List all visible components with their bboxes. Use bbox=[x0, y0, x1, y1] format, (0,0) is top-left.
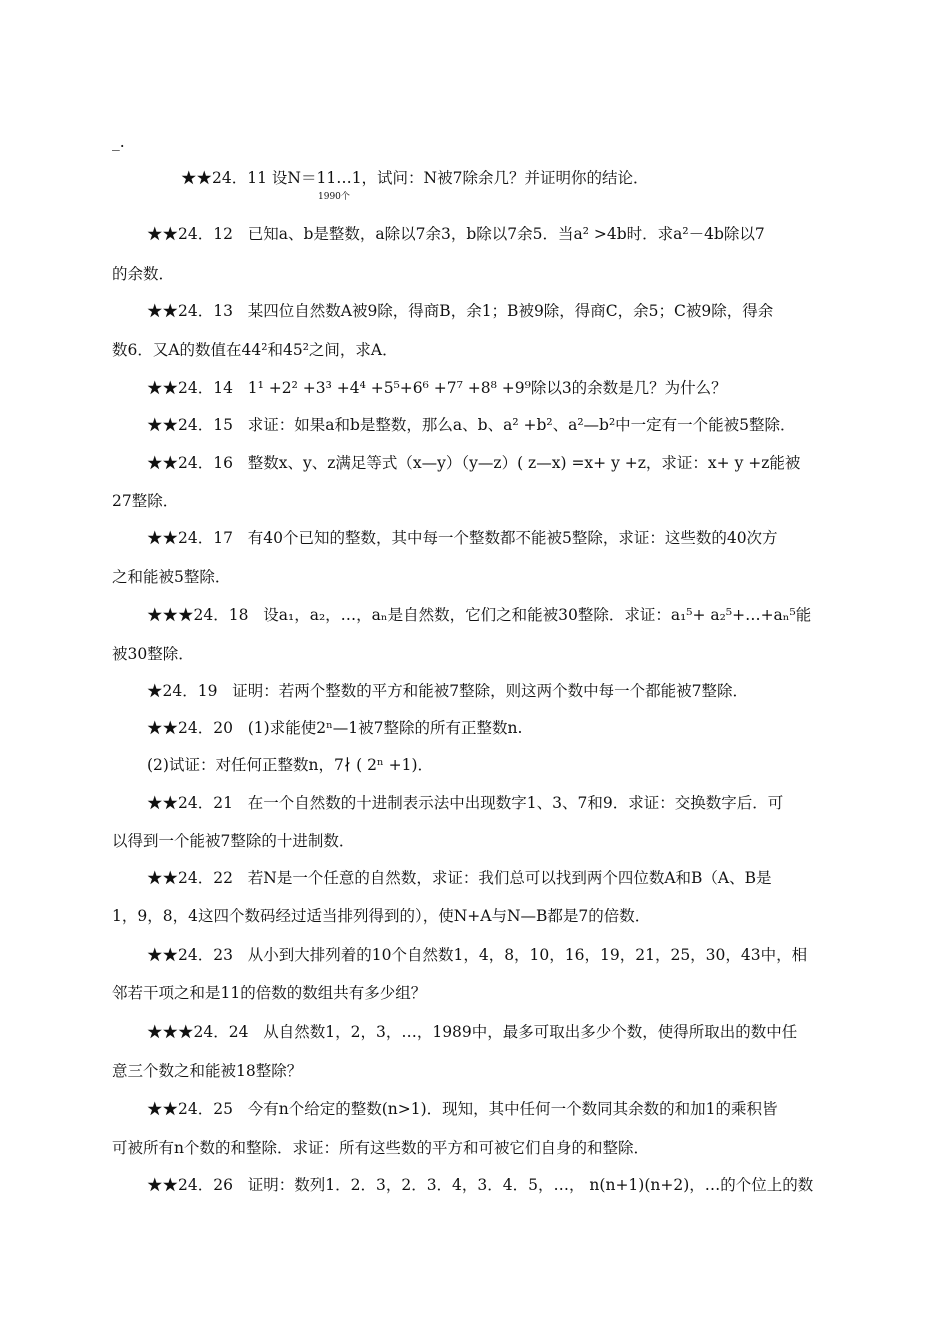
problem-24-13-cont: 数6．又A的数值在44²和45²之间，求A． bbox=[112, 341, 398, 359]
problem-24-24 bbox=[147, 1022, 797, 1042]
difficulty-stars: ★★ bbox=[147, 416, 179, 434]
problem-24-16-cont: 27整除． bbox=[112, 492, 179, 510]
problem-text: 证明：若两个整数的平方和能被7整除，则这两个数中每一个都能被7整除． bbox=[232, 682, 748, 700]
problem-text: 1¹ +2² +3³ +4⁴ +5⁵+6⁶ +7⁷ +8⁸ +9⁹除以3的余数是几？为什么？ bbox=[247, 379, 727, 397]
problem-text: 在一个自然数的十进制表示法中出现数字1、3、7和9．求证：交换数字后．可 bbox=[247, 794, 784, 812]
difficulty-stars: ★★ bbox=[147, 225, 179, 243]
problem-24-18 bbox=[147, 605, 811, 625]
problem-24-22-cont: 1，9，8，4这四个数码经过适当排列得到的），使N+A与N—B都是7的倍数． bbox=[112, 907, 651, 925]
problem-number: 24．14 bbox=[178, 379, 233, 397]
problem-24-19 bbox=[147, 681, 748, 701]
problem-24-14 bbox=[147, 378, 727, 398]
difficulty-stars: ★★★ bbox=[147, 606, 194, 624]
problem-24-11 bbox=[181, 168, 648, 188]
problem-24-20-part2: (2)试证：对任何正整数n，7∤ ( 2ⁿ +1)． bbox=[147, 756, 434, 774]
difficulty-stars: ★★ bbox=[147, 302, 179, 320]
difficulty-stars: ★ bbox=[147, 682, 163, 700]
problem-text: 从自然数1，2，3，…，1989中，最多可取出多少个数，使得所取出的数中任 bbox=[263, 1023, 798, 1041]
problem-24-12-cont: 的余数． bbox=[112, 265, 175, 283]
problem-number: 24．15 bbox=[178, 416, 233, 434]
problem-24-21-cont: 以得到一个能被7整除的十进制数． bbox=[112, 832, 355, 850]
problem-text: (1)求能使2ⁿ—1被7整除的所有正整数n. bbox=[247, 719, 523, 737]
problem-number: 24．17 bbox=[178, 529, 233, 547]
problem-text: 某四位自然数A被9除，得商B，余1；B被9除，得商C，余5；C被9除，得余 bbox=[247, 302, 774, 320]
difficulty-stars: ★★★ bbox=[147, 1023, 194, 1041]
problem-24-16 bbox=[147, 453, 800, 473]
problem-24-18-cont: 被30整除． bbox=[112, 645, 194, 663]
problem-text: 设a₁，a₂，…，aₙ是自然数，它们之和能被30整除．求证：a₁⁵+ a₂⁵+…+aₙ⁵能 bbox=[263, 606, 812, 624]
difficulty-stars: ★★ bbox=[147, 869, 179, 887]
problem-number: 24．13 bbox=[178, 302, 233, 320]
problem-number: 24．25 bbox=[178, 1100, 233, 1118]
difficulty-stars: ★★ bbox=[147, 454, 179, 472]
difficulty-stars: ★★ bbox=[147, 946, 179, 964]
problem-text: 求证：如果a和b是整数，那么a、b、a² +b²、a²—b²中一定有一个能被5整除． bbox=[247, 416, 796, 434]
problem-text: 设N＝11…1，试问：N被7除余几？并证明你的结论． bbox=[271, 169, 649, 187]
problem-24-24-cont: 意三个数之和能被18整除？ bbox=[112, 1062, 303, 1080]
problem-24-15 bbox=[147, 415, 796, 435]
problem-number: 24．22 bbox=[178, 869, 233, 887]
problem-text: 已知a、b是整数，a除以7余3，b除以7余5．当a² >4b时．求a²－4b除以7 bbox=[247, 225, 765, 243]
problem-number: 24．12 bbox=[178, 225, 233, 243]
problem-number: 24．26 bbox=[178, 1176, 233, 1194]
difficulty-stars: ★★ bbox=[147, 719, 179, 737]
problem-number: 24．20 bbox=[178, 719, 233, 737]
problem-24-25 bbox=[147, 1099, 778, 1119]
problem-text: 若N是一个任意的自然数，求证：我们总可以找到两个四位数A和B（A、B是 bbox=[247, 869, 772, 887]
problem-text: 今有n个给定的整数(n>1)．现知，其中任何一个数同其余数的和加1的乘积皆 bbox=[247, 1100, 778, 1118]
problem-text: 证明：数列1．2．3，2．3．4，3．4．5，…， n(n+1)(n+2)，…的个位上的数 bbox=[247, 1176, 814, 1194]
problem-24-21 bbox=[147, 793, 783, 813]
problem-number: 24．19 bbox=[162, 682, 218, 700]
difficulty-stars: ★★ bbox=[147, 529, 179, 547]
difficulty-stars: ★★ bbox=[147, 794, 179, 812]
problem-text: 整数x、y、z满足等式（x—y）（y—z）( z—x) =x+ y +z，求证：x+ y +z能被 bbox=[247, 454, 801, 472]
problem-24-25-cont: 可被所有n个数的和整除．求证：所有这些数的平方和可被它们自身的和整除． bbox=[112, 1139, 649, 1157]
problem-number: 24．23 bbox=[178, 946, 233, 964]
lead-mark: _. bbox=[112, 133, 125, 151]
difficulty-stars: ★★ bbox=[147, 1100, 179, 1118]
problem-24-12 bbox=[147, 224, 765, 244]
problem-text: 从小到大排列着的10个自然数1，4，8，10，16，19，21，25，30，43中，相 bbox=[247, 946, 808, 964]
problem-number: 24．18 bbox=[193, 606, 249, 624]
difficulty-stars: ★★ bbox=[181, 169, 213, 187]
difficulty-stars: ★★ bbox=[147, 1176, 179, 1194]
problem-24-13 bbox=[147, 301, 773, 321]
problem-24-17 bbox=[147, 528, 778, 548]
problem-number: 24．21 bbox=[178, 794, 233, 812]
problem-24-23-cont: 邻若干项之和是11的倍数的数组共有多少组？ bbox=[112, 984, 427, 1002]
problem-number: 24．16 bbox=[178, 454, 233, 472]
problem-24-22 bbox=[147, 868, 771, 888]
problem-24-26 bbox=[147, 1175, 813, 1195]
problem-24-20 bbox=[147, 718, 522, 738]
difficulty-stars: ★★ bbox=[147, 379, 179, 397]
problem-number: 24．11 bbox=[212, 169, 267, 187]
underbrace-label: 1990个 bbox=[318, 192, 350, 202]
problem-number: 24．24 bbox=[193, 1023, 249, 1041]
problem-24-17-cont: 之和能被5整除． bbox=[112, 568, 231, 586]
problem-text: 有40个已知的整数，其中每一个整数都不能被5整除，求证：这些数的40次方 bbox=[247, 529, 778, 547]
problem-24-23 bbox=[147, 945, 807, 965]
